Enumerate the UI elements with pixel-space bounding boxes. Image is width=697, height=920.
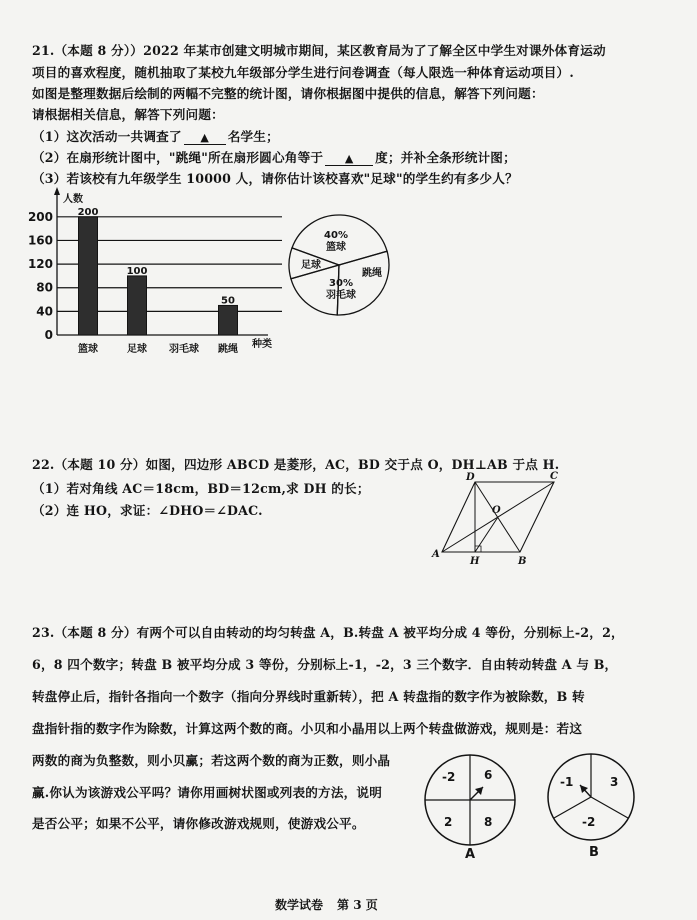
spinner-a [420, 750, 530, 860]
q21-line-4: 请根据相关信息，解答下列问题： [32, 107, 224, 122]
q21-sub-2-tail: 度；并补全条形统计图； [375, 150, 516, 165]
y-tick-label-3: 120 [27, 257, 53, 272]
answer-blank-2: ▲ [325, 152, 373, 166]
x-axis-label: 种类 [252, 339, 272, 350]
bar-value-label-3: 50 [221, 295, 235, 307]
y-tick-label-1: 40 [36, 304, 53, 319]
spinner-a-value-2: 6 [484, 768, 493, 782]
y-tick-label-5: 200 [27, 209, 53, 224]
q22-line-2: （1）若对角线 AC＝18cm，BD＝12cm,求 DH 的长； [32, 481, 370, 496]
q21-sub-1-text: （1）这次活动一共调查了 [32, 129, 182, 144]
footer-page: 第 3 页 [337, 898, 378, 912]
pie-label-2: 足球 [301, 260, 321, 271]
rhombus-figure [430, 471, 570, 574]
q21-sub-3: （3）若该校有九年级学生 10000 人，请你估计该校喜欢"足球"的学生约有多少人？ [32, 171, 518, 186]
spinner-b-value-2: 3 [610, 775, 619, 789]
y-tick-label-2: 80 [36, 280, 53, 295]
pie-label-1: 羽毛球 [326, 290, 356, 301]
q21-line-3: 如图是整理数据后绘制的两幅不完整的统计图，请你根据图中提供的信息，解答下列问题： [32, 86, 544, 101]
q23-line-7: 是否公平；如果不公平，请你修改游戏规则，使游戏公平。 [32, 816, 365, 831]
bar-value-label-0: 200 [77, 206, 99, 218]
y-axis-label: 人数 [63, 194, 83, 205]
footer-subject: 数学试卷 [275, 898, 324, 912]
bar-value-label-1: 100 [126, 265, 148, 277]
page-footer [275, 896, 392, 913]
label-o: O [492, 505, 501, 516]
spinner-a-value-4: 8 [484, 815, 493, 829]
label-a: A [432, 549, 440, 560]
spinner-a-value-3: 2 [444, 815, 453, 829]
pie-percent-0: 40% [324, 230, 348, 241]
pie-percent-1: 30% [329, 278, 353, 289]
label-b: B [518, 556, 527, 567]
y-tick-label-4: 160 [27, 233, 53, 248]
q23-line-1: 23.（本题 8 分）有两个可以自由转动的均匀转盘 A，B.转盘 A 被平均分成 4 等份，分别标上-2，2， [32, 625, 624, 640]
q21-line-1: 21.（本题 8 分））2022 年某市创建文明城市期间，某区教育局为了了解全区中学生对课外体育运动 [32, 43, 606, 58]
spinner-b-label: B [589, 845, 599, 860]
spinner-a-label: A [465, 847, 476, 862]
label-c: C [550, 471, 558, 482]
q21-line-2: 项目的喜欢程度，随机抽取了某校九年级部分学生进行问卷调查（每人限选一种体育运动项目）. [32, 65, 574, 80]
q23-line-6: 赢.你认为该游戏公平吗？请你用画树状图或列表的方法，说明 [32, 785, 383, 800]
label-h: H [470, 556, 480, 567]
label-d: D [466, 472, 475, 483]
q22-line-1: 22.（本题 10 分）如图，四边形 ABCD 是菱形，AC，BD 交于点 O，DH⊥AB 于点 H. [32, 457, 560, 472]
pie-label-0: 篮球 [326, 242, 346, 253]
spinner-b [538, 750, 648, 860]
answer-blank-1: ▲ [184, 131, 226, 145]
spinner-b-value-1: -1 [560, 775, 574, 789]
x-tick-label-1: 足球 [127, 344, 147, 355]
q22-line-3: （2）连 HO，求证：∠DHO＝∠DAC. [32, 503, 263, 518]
q23-line-4: 盘指针指的数字作为除数，计算这两个数的商。小贝和小晶用以上两个转盘做游戏，规则是：若这 [32, 721, 583, 736]
x-tick-label-0: 篮球 [78, 344, 98, 355]
spinner-a-value-1: -2 [442, 770, 456, 784]
q23-line-5: 两数的商为负整数，则小贝赢；若这两个数的商为正数，则小晶 [32, 753, 391, 768]
spinner-b-value-3: -2 [582, 815, 596, 829]
x-tick-label-3: 跳绳 [218, 344, 238, 355]
x-tick-label-2: 羽毛球 [169, 344, 199, 355]
segment-ho [475, 517, 498, 552]
q23-line-2: 6，8 四个数字；转盘 B 被平均分成 3 等份，分别标上-1，-2，3 三个数字．自由转动转盘 A 与 B， [32, 657, 618, 672]
q21-sub-1-tail: 名学生； [227, 129, 279, 144]
q23-line-3: 转盘停止后，指针各指向一个数字（指向分界线时重新转），把 A 转盘指的数字作为被除数，B 转 [32, 689, 585, 704]
q21-sub-2-text: （2）在扇形统计图中，"跳绳"所在扇形圆心角等于 [32, 150, 324, 165]
pie-label-3: 跳绳 [362, 268, 382, 279]
y-tick-label-0: 0 [44, 328, 53, 342]
